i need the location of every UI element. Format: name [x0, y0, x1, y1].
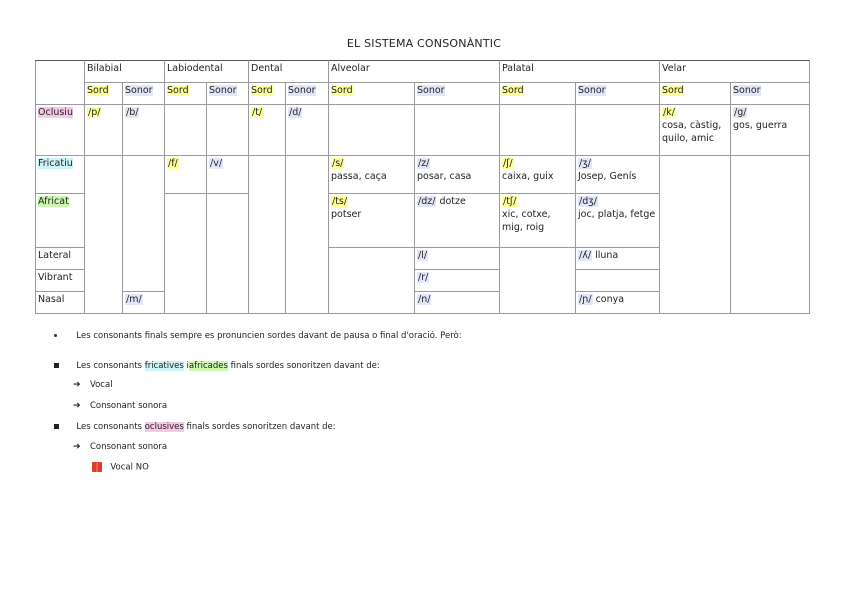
arrow-right-icon: ➔ [73, 380, 81, 390]
place-palatal: Palatal [500, 61, 660, 83]
phoneme-tsh: /tʃ/ [503, 196, 517, 207]
example-zh: Josep, Genís [578, 171, 637, 182]
note-fric-post: finals sordes sonoritzen davant de: [230, 361, 380, 371]
phoneme-d: /d/ [289, 107, 302, 118]
note-ocl-post: finals sordes sonoritzen davant de: [186, 422, 336, 432]
manner-africat: Africat [38, 196, 69, 207]
bullet-square-icon [54, 363, 59, 368]
note-sub-vocal-text: Vocal [89, 380, 113, 390]
example-s: passa, caça [331, 171, 387, 182]
note-fricatives [54, 361, 380, 371]
note-fric-i: i [186, 361, 189, 371]
phoneme-g: /g/ [734, 107, 747, 118]
note-ocl-word: oclusives [144, 422, 184, 432]
arrow-right-icon: ➔ [73, 401, 81, 411]
note-sub-consonant [73, 401, 167, 411]
place-dental: Dental [249, 61, 329, 83]
bullet-square-icon [54, 424, 59, 429]
place-alveolar: Alveolar [329, 61, 500, 83]
phoneme-ts: /ts/ [332, 196, 348, 207]
note-general-text: Les consonants finals sempre es pronuncien sordes davant de pausa o final d'oració. Però: [76, 331, 462, 341]
arrow-right-icon: ➔ [73, 442, 81, 452]
manner-vibrant: Vibrant [38, 272, 73, 283]
sonor-label: Sonor [578, 85, 606, 96]
manner-fricatiu: Fricatiu [38, 158, 73, 169]
place-bilabial: Bilabial [85, 61, 165, 83]
phoneme-n: /n/ [418, 294, 431, 305]
manner-oclusiu: Oclusiu [38, 107, 73, 118]
note-sub-vocal [73, 380, 113, 390]
phoneme-p: /p/ [88, 107, 101, 118]
example-sh: caixa, guix [502, 171, 554, 182]
note-fric-pre: Les consonants [76, 361, 142, 371]
phoneme-b: /b/ [126, 107, 139, 118]
phoneme-dz: /dz/ [418, 196, 436, 207]
note-ocl-pre: Les consonants [76, 422, 142, 432]
sord-label: Sord [662, 85, 684, 96]
note-sub-vocal-no-text: Vocal NO [110, 462, 149, 473]
phoneme-t: /t/ [252, 107, 263, 118]
note-fric-word: fricatives [144, 361, 184, 371]
example-tsh: xic, cotxe, mig, roig [502, 209, 551, 233]
example-dzh: joc, platja, fetge [578, 209, 656, 220]
note-sub-consonant-2 [73, 442, 167, 452]
page-title: EL SISTEMA CONSONÀNTIC [346, 37, 502, 50]
place-velar: Velar [660, 61, 810, 83]
red-cube-icon [92, 462, 102, 472]
phoneme-ll: /ʎ/ [579, 250, 592, 261]
sord-label: Sord [167, 85, 189, 96]
note-sub-vocal-no [92, 462, 149, 473]
example-ll: lluna [595, 250, 619, 261]
example-g: gos, guerra [733, 120, 788, 131]
manner-nasal: Nasal [38, 294, 65, 305]
note-oclusives [54, 422, 336, 432]
sord-label: Sord [331, 85, 353, 96]
manner-lateral: Lateral [38, 250, 72, 261]
example-dz: dotze [439, 196, 466, 207]
sord-label: Sord [251, 85, 273, 96]
phoneme-r: /r/ [418, 272, 429, 283]
note-sub-consonant-2-text: Consonant sonora [89, 442, 168, 452]
sord-label: Sord [502, 85, 524, 96]
phoneme-dzh: /dʒ/ [579, 196, 597, 207]
example-k: cosa, càstig, quilo, amic [662, 120, 722, 144]
phoneme-v: /v/ [210, 158, 223, 169]
note-sub-consonant-text: Consonant sonora [89, 401, 168, 411]
phoneme-l: /l/ [418, 250, 428, 261]
phoneme-k: /k/ [663, 107, 675, 118]
note-general [54, 331, 462, 341]
phoneme-zh: /ʒ/ [579, 158, 591, 169]
sonor-label: Sonor [209, 85, 237, 96]
phoneme-sh: /ʃ/ [503, 158, 513, 169]
example-ts: potser [331, 209, 362, 220]
sonor-label: Sonor [733, 85, 761, 96]
note-afr-word: africades [188, 361, 228, 371]
place-labiodental: Labiodental [165, 61, 249, 83]
example-ny: conya [595, 294, 625, 305]
sonor-label: Sonor [288, 85, 316, 96]
sonor-label: Sonor [417, 85, 445, 96]
phoneme-f: /f/ [168, 158, 178, 169]
example-z: posar, casa [417, 171, 472, 182]
bullet-dot-icon [54, 334, 57, 337]
phoneme-z: /z/ [418, 158, 430, 169]
phoneme-s: /s/ [332, 158, 344, 169]
sonor-label: Sonor [125, 85, 153, 96]
phoneme-m: /m/ [126, 294, 142, 305]
phoneme-ny: /ɲ/ [579, 294, 592, 305]
sord-label: Sord [87, 85, 109, 96]
